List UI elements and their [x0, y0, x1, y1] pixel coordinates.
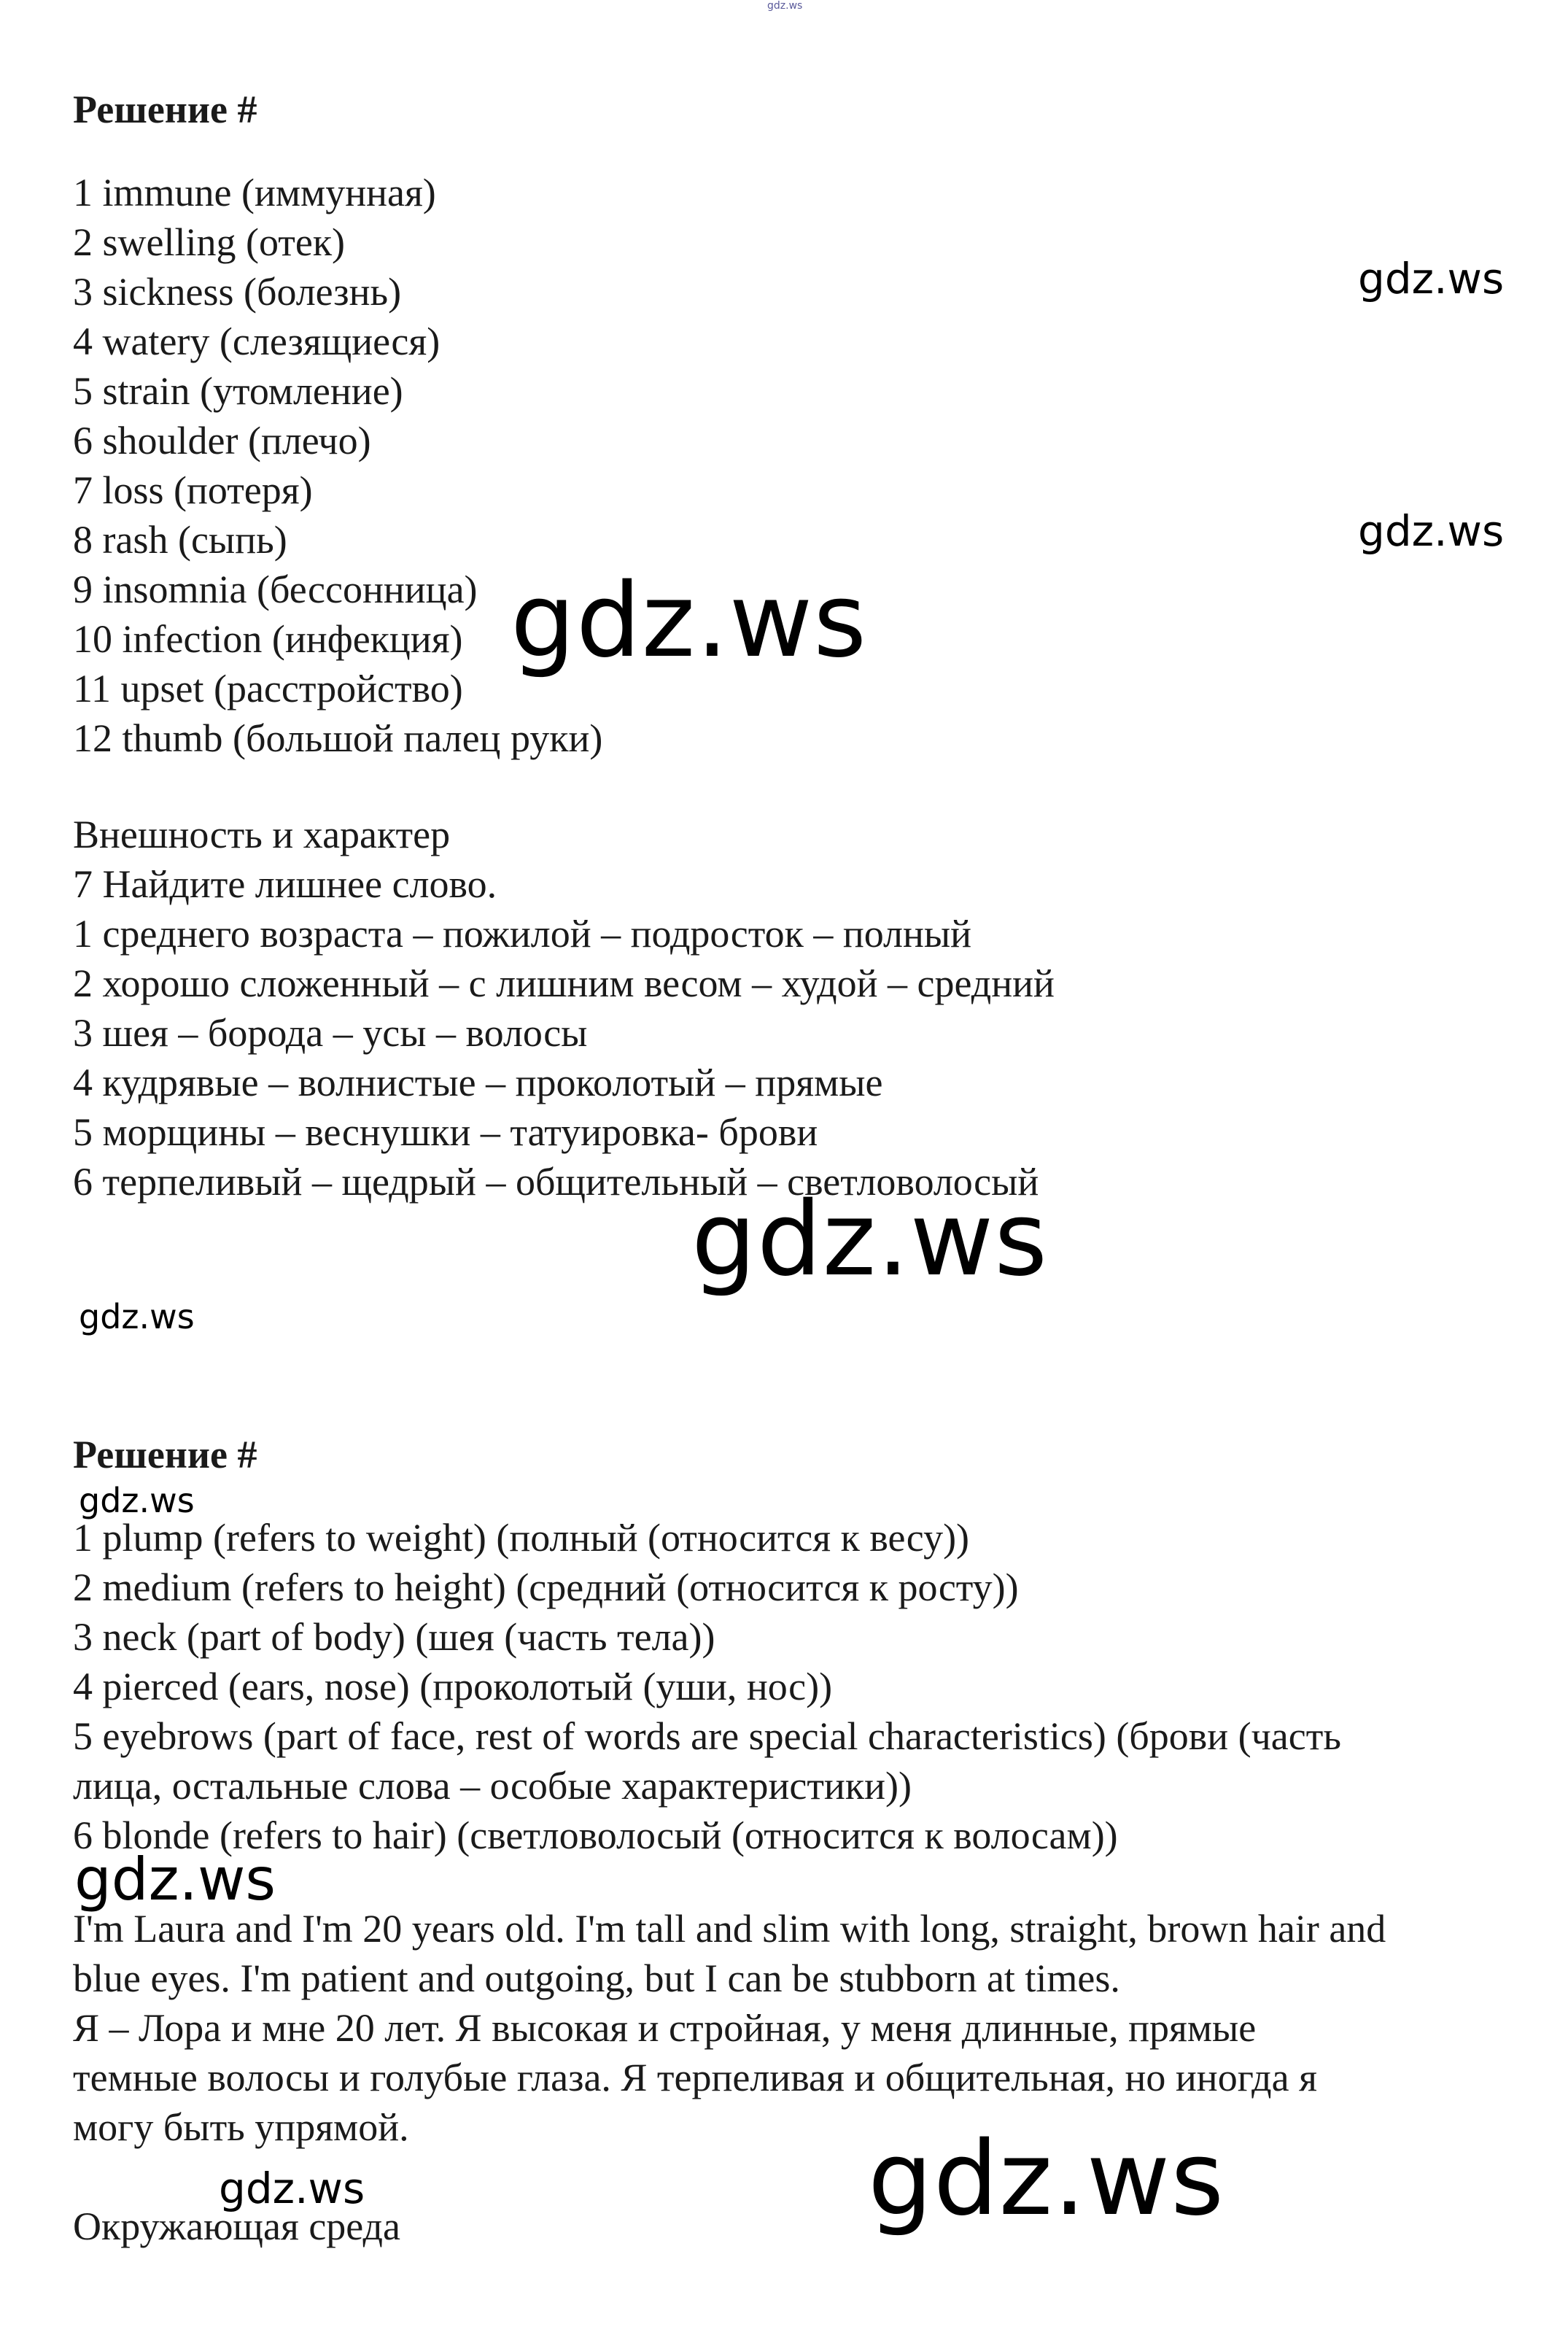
list-item: 2 хорошо сложенный – с лишним весом – худой – средний [73, 961, 1055, 1005]
paragraph-line: blue eyes. I'm patient and outgoing, but I can be stubborn at times. [73, 1956, 1120, 2000]
watermark: gdz.ws [79, 1481, 195, 1520]
list-item: 5 eyebrows (part of face, rest of words are special characteristics) (брови (часть [73, 1714, 1341, 1758]
list-item: 1 среднего возраста – пожилой – подросток – полный [73, 912, 972, 956]
list-item: 12 thumb (большой палец руки) [73, 716, 603, 760]
watermark: gdz.ws [511, 562, 868, 681]
section2-block [73, 810, 1055, 1207]
list-item: 5 strain (утомление) [73, 369, 403, 413]
list-item: 10 infection (инфекция) [73, 617, 463, 661]
section3-list [73, 1513, 1341, 1860]
section2-title: Внешность и характер [73, 813, 451, 856]
list-item: 2 swelling (отек) [73, 220, 346, 264]
list-item: 4 кудрявые – волнистые – проколотый – прямые [73, 1061, 883, 1104]
watermark: gdz.ws [74, 1846, 276, 1913]
list-item: 11 upset (расстройство) [73, 667, 463, 711]
list-item: 6 терпеливый – щедрый – общительный – светловолосый [73, 1160, 1039, 1204]
list-item: 9 insomnia (бессонница) [73, 568, 478, 611]
list-item: 8 rash (сыпь) [73, 518, 287, 562]
paragraph-line: темные волосы и голубые глаза. Я терпеливая и общительная, но иногда я [73, 2056, 1317, 2099]
paragraph-line: Я – Лора и мне 20 лет. Я высокая и стройная, у меня длинные, прямые [73, 2006, 1257, 2050]
section-title: Окружающая среда [73, 2204, 400, 2248]
list-item: 1 immune (иммунная) [73, 171, 436, 214]
watermark: gdz.ws [219, 2164, 365, 2213]
list-item: 3 neck (part of body) (шея (часть тела)) [73, 1615, 715, 1659]
watermark: gdz.ws [691, 1180, 1049, 1299]
watermark-top: gdz.ws [767, 0, 803, 12]
list-item: 4 watery (слезящиеся) [73, 320, 440, 363]
list-item: 2 medium (refers to height) (средний (относится к росту)) [73, 1565, 1019, 1609]
list-item: 6 blonde (refers to hair) (светловолосый (относится к волосам)) [73, 1813, 1118, 1857]
section4-paragraph [73, 1904, 1386, 2152]
list-item: 3 шея – борода – усы – волосы [73, 1011, 588, 1055]
list-item: 7 loss (потеря) [73, 468, 313, 512]
paragraph-line: могу быть упрямой. [73, 2105, 409, 2149]
list-item: лица, остальные слова – особые характеристики)) [73, 1764, 912, 1808]
section3-heading: Решение # [73, 1433, 257, 1476]
watermark: gdz.ws [79, 1297, 195, 1336]
paragraph-line: I'm Laura and I'm 20 years old. I'm tall and slim with long, straight, brown hair and [73, 1907, 1386, 1951]
watermark: gdz.ws [1358, 254, 1505, 303]
list-item: 6 shoulder (плечо) [73, 419, 371, 462]
section1-heading: Решение # [73, 88, 257, 131]
list-item: 3 sickness (болезнь) [73, 270, 402, 314]
watermark: gdz.ws [1358, 506, 1505, 556]
list-item: 1 plump (refers to weight) (полный (относится к весу)) [73, 1516, 970, 1560]
exercise-title: 7 Найдите лишнее слово. [73, 862, 497, 906]
list-item: 5 морщины – веснушки – татуировка- брови [73, 1110, 818, 1154]
list-item: 4 pierced (ears, nose) (проколотый (уши, нос)) [73, 1665, 833, 1708]
watermark: gdz.ws [868, 2120, 1225, 2239]
